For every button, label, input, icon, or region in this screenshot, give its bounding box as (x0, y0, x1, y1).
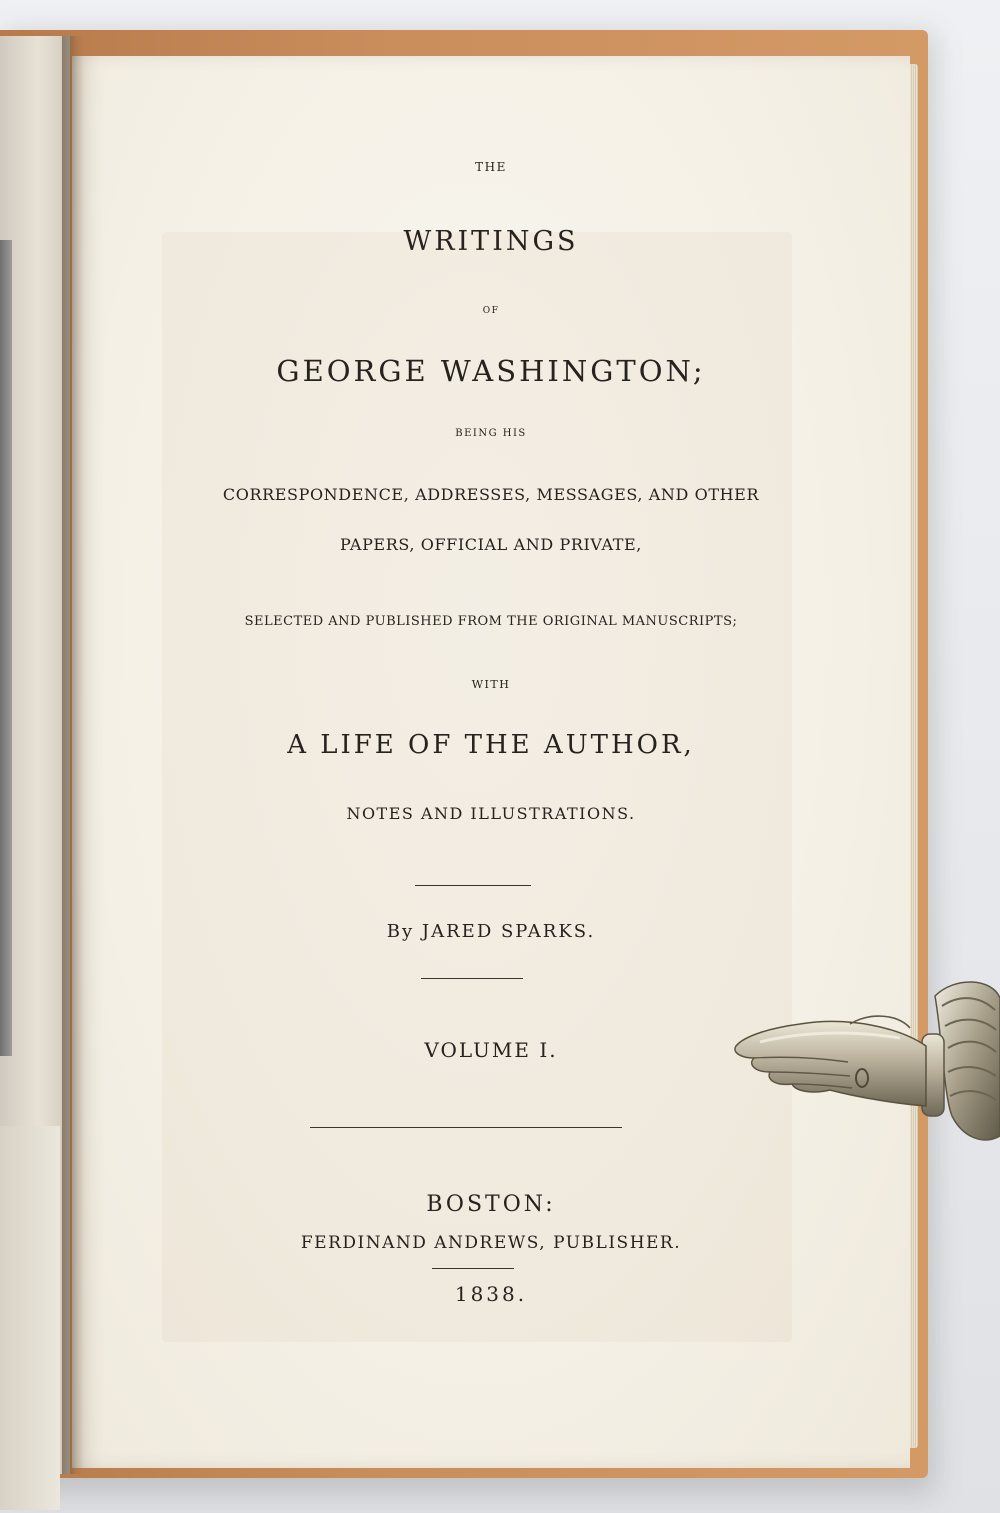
rule-2 (421, 978, 523, 979)
title-being-his: BEING HIS (455, 428, 527, 439)
show-through-shadow (162, 232, 792, 1342)
rule-4 (432, 1268, 514, 1269)
title-life: A LIFE OF THE AUTHOR, (287, 730, 695, 760)
title-selected: SELECTED AND PUBLISHED FROM THE ORIGINAL MANUSCRIPTS; (244, 614, 738, 629)
title-volume: VOLUME I. (424, 1038, 558, 1062)
title-description-2: PAPERS, OFFICIAL AND PRIVATE, (340, 535, 642, 554)
title-publisher: FERDINAND ANDREWS, PUBLISHER. (300, 1233, 682, 1253)
title-name: GEORGE WASHINGTON; (276, 354, 706, 388)
title-of: OF (482, 306, 500, 316)
left-page (0, 36, 70, 1474)
title-notes: NOTES AND ILLUSTRATIONS. (346, 804, 636, 823)
rule-1 (415, 885, 531, 886)
title-city: BOSTON: (426, 1192, 556, 1217)
frontispiece-plate-edge (0, 240, 12, 1056)
title-writings: WRITINGS (403, 226, 579, 257)
title-description-1: CORRESPONDENCE, ADDRESSES, MESSAGES, AND OTHER (222, 485, 760, 504)
silver-hand-bookmark-icon (730, 976, 1000, 1156)
gutter-shadow (62, 36, 84, 1474)
title-year: 1838. (454, 1282, 528, 1306)
title-the: THE (475, 160, 507, 174)
title-author: By JARED SPARKS. (386, 921, 596, 942)
title-with: WITH (471, 678, 511, 691)
left-page-lower (0, 1126, 60, 1510)
rule-3 (310, 1127, 622, 1128)
title-page (72, 56, 910, 1468)
